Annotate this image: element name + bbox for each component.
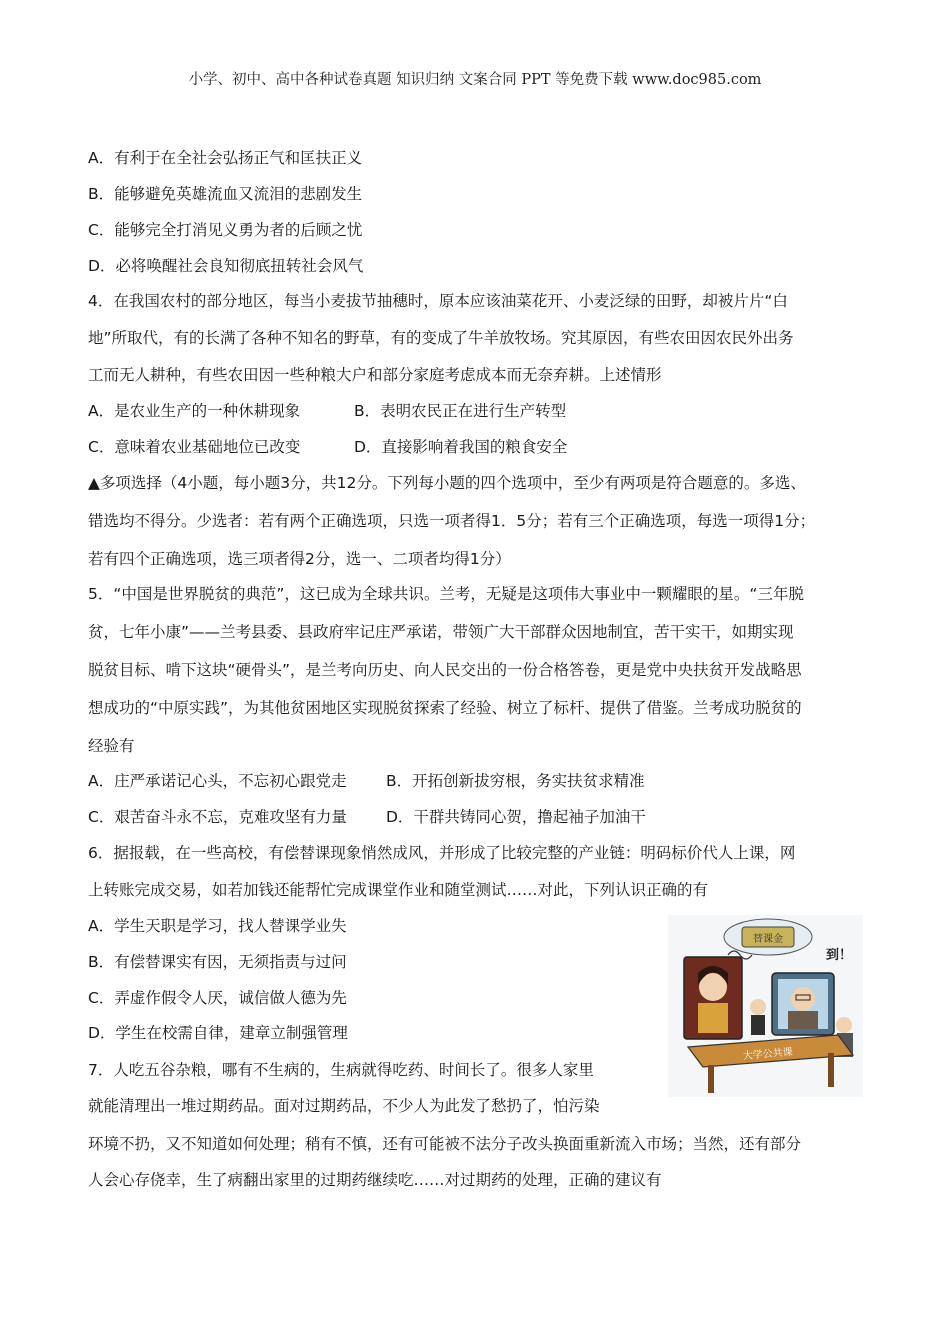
q3-option-d: D．必将唤醒社会良知彻底扭转社会风气 [88,257,364,275]
q4-option-a: A．是农业生产的一种休耕现象 [88,402,301,420]
q5-stem-line: 经验有 [88,737,135,755]
q3-option-a: A．有利于在全社会弘扬正气和匡扶正义 [88,149,363,167]
q6-option-b: B．有偿替课实有因，无须指责与过问 [88,953,347,971]
q4-stem-line: 地”所取代，有的长满了各种不知名的野草，有的变成了牛羊放牧场。究其原因，有些农田因农民外出务 [88,329,794,347]
q3-option-c: C．能够完全打消见义勇为者的后顾之忧 [88,221,363,239]
substitute-class-cartoon [668,915,863,1097]
q5-stem-line: 脱贫目标、啃下这块“硬骨头”，是兰考向历史、向人民交出的一份合格答卷，更是党中央扶贫开发战略思 [88,661,802,679]
q5-option-d: D．干群共铸同心贺，撸起袖子加油干 [386,808,646,826]
section-instructions-line: ▲多项选择（4小题，每小题3分，共12分。下列每小题的四个选项中，至少有两项是符合题意的。多选、 [88,474,806,492]
q5-stem-line: 想成功的“中原实践”，为其他贫困地区实现脱贫探索了经验、树立了标杆、提供了借鉴。兰考成功脱贫的 [88,699,802,717]
q7-stem-line: 就能清理出一堆过期药品。面对过期药品，不少人为此发了愁扔了，怕污染 [88,1097,600,1115]
q4-option-c: C．意味着农业基础地位已改变 [88,438,301,456]
q4-stem-line: 4．在我国农村的部分地区，每当小麦拔节抽穗时，原本应该油菜花开、小麦泛绿的田野，却被片片“白 [88,292,788,310]
q4-stem-line: 工而无人耕种，有些农田因一些种粮大户和部分家庭考虑成本而无奈弃耕。上述情形 [88,366,662,384]
q6-stem-line: 6．据报载，在一些高校，有偿替课现象悄然成风，并形成了比较完整的产业链：明码标价代人上课，网 [88,844,796,862]
page-header: 小学、初中、高中各种试卷真题 知识归纳 文案合同 PPT 等免费下载 www.doc985.com [188,72,762,88]
cartoon-shout-text: 到！ [826,948,853,963]
section-instructions-line: 错选均不得分。少选者：若有两个正确选项，只选一项者得1．5分；若有三个正确选项，每选一项得1分； [88,512,816,530]
cartoon-desk-text: 大学公共课 [742,1046,794,1063]
q5-stem-line: 贫，七年小康”——兰考县委、县政府牢记庄严承诺，带领广大干部群众因地制宜，苦干实干，如期实现 [88,623,794,641]
cartoon-sign-text: 替课金 [753,934,783,945]
section-instructions-line: 若有四个正确选项，选三项者得2分，选一、二项者均得1分） [88,550,511,568]
q3-option-b: B．能够避免英雄流血又流泪的悲剧发生 [88,185,363,203]
q6-option-a: A．学生天职是学习，找人替课学业失 [88,917,347,935]
q4-option-d: D．直接影响着我国的粮食安全 [354,438,568,456]
q6-option-d: D．学生在校需自律，建章立制强管理 [88,1024,348,1042]
q7-stem-line: 7．人吃五谷杂粮，哪有不生病的，生病就得吃药、时间长了。很多人家里 [88,1061,594,1079]
q6-option-c: C．弄虚作假令人厌，诚信做人德为先 [88,989,347,1007]
q5-option-a: A．庄严承诺记心头，不忘初心跟党走 [88,772,347,790]
q6-stem-line: 上转账完成交易，如若加钱还能帮忙完成课堂作业和随堂测试……对此，下列认识正确的有 [88,881,709,899]
q5-option-b: B．开拓创新拔穷根，务实扶贫求精准 [386,772,645,790]
q7-stem-line: 人会心存侥幸，生了病翻出家里的过期药继续吃……对过期药的处理，正确的建议有 [88,1171,662,1189]
q7-stem-line: 环境不扔，又不知道如何处理；稍有不慎，还有可能被不法分子改头换面重新流入市场；当然，还有部分 [88,1135,802,1153]
q4-option-b: B．表明农民正在进行生产转型 [354,402,567,420]
q5-stem-line: 5．“中国是世界脱贫的典范”，这已成为全球共识。兰考，无疑是这项伟大事业中一颗耀眼的星。“三年脱 [88,585,804,603]
q5-option-c: C．艰苦奋斗永不忘，克难攻坚有力量 [88,808,347,826]
